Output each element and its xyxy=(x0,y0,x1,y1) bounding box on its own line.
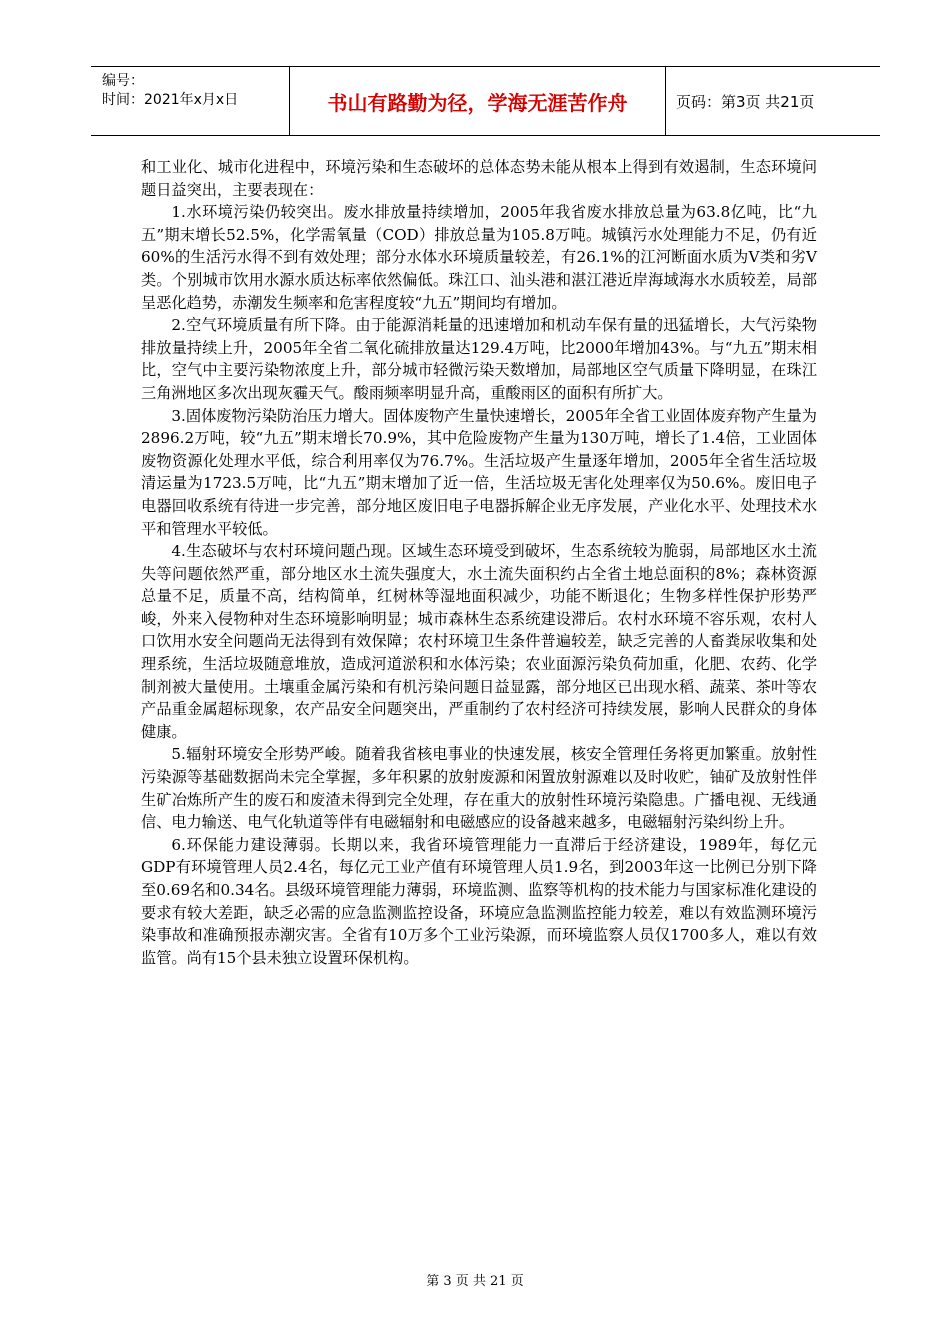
date-label: 时间：2021年x月x日 xyxy=(102,92,239,108)
body-paragraph-radiation: 5.辐射环境安全形势严峻。随着我省核电事业的快速发展，核安全管理任务将更加繁重。放射性污染源等基础数据尚未完全掌握，多年积累的放射废源和闲置放射源难以及时收贮，铀矿及放射性伴生矿冶炼所产生的废石和废渣未得到完全处理，存在重大的放射性环境污染隐患。广播电视、无线通信、电力输送、电气化轨道等伴有电磁辐射和电磁感应的设备越来越多，电磁辐射污染纠纷上升。 xyxy=(141,745,817,832)
body-paragraph-capacity: 6.环保能力建设薄弱。长期以来，我省环境管理能力一直滞后于经济建设，1989年，每亿元GDP有环境管理人员2.4名，每亿元工业产值有环境管理人员1.9名，到2003年这一比例已分别下降至0.69名和0.34名。县级环境管理能力薄弱，环境监测、监察等机构的技术能力与国家标准化建设的要求有较大差距，缺乏必需的应急监测监控设备，环境应急监测监控能力较差，难以有效监测环境污染事故和准确预报赤潮灾害。全省有10万多个工业污染源，而环境监察人员仅1700多人，难以有效监管。尚有15个县未独立设置环保机构。 xyxy=(141,835,817,967)
body-paragraph-water: 1.水环境污染仍较突出。废水排放量持续增加，2005年我省废水排放总量为63.8亿吨，比“九五”期末增长52.5%，化学需氧量（COD）排放总量为105.8万吨。城镇污水处理能力不足，仍有近60%的生活污水得不到有效处理；部分水体水环境质量较差，有26.1%的江河断面水质为Ⅴ类和劣Ⅴ类。个别城市饮用水源水质达标率依然偏低。珠江口、汕头港和湛江港近岸海域海水水质较差，局部呈恶化趋势，赤潮发生频率和危害程度较“九五”期间均有增加。 xyxy=(141,203,817,312)
page-header xyxy=(91,66,880,136)
header-page-info: 页码：第3页 共21页 xyxy=(676,92,815,111)
header-motto: 书山有路勤为径，学海无涯苦作舟 xyxy=(290,67,666,135)
body-paragraph-air: 2.空气环境质量有所下降。由于能源消耗量的迅速增加和机动车保有量的迅猛增长，大气污染物排放量持续上升，2005年全省二氧化硫排放量达129.4万吨，比2000年增加43%。与“九五”期末相比，空气中主要污染物浓度上升，部分城市轻微污染天数增加，局部地区空气质量下降明显，在珠江三角洲地区多次出现灰霾天气。酸雨频率明显升高，重酸雨区的面积有所扩大。 xyxy=(141,316,817,402)
body-paragraph-intro: 和工业化、城市化进程中，环境污染和生态破坏的总体态势未能从根本上得到有效遏制，生态环境问题日益突出，主要表现在： xyxy=(141,158,817,199)
serial-number-label: 编号： xyxy=(102,73,144,89)
page-footer: 第 3 页 共 21 页 xyxy=(426,1274,524,1289)
body-paragraph-solid-waste: 3.固体废物污染防治压力增大。固体废物产生量快速增长，2005年全省工业固体废弃物产生量为2896.2万吨，较“九五”期末增长70.9%，其中危险废物产生量为130万吨，增长了1.4倍，工业固体废物资源化处理水平低，综合利用率仅为76.7%。生活垃圾产生量逐年增加，2005年全省生活垃圾清运量为1723.5万吨，比“九五”期末增加了近一倍，生活垃圾无害化处理率仅为50.6%。废旧电子电器回收系统有待进一步完善，部分地区废旧电子电器拆解企业无序发展，产业化水平、处理技术水平和管理水平较低。 xyxy=(141,406,817,538)
header-meta-cell xyxy=(91,67,290,135)
body-paragraph-ecology: 4.生态破坏与农村环境问题凸现。区域生态环境受到破坏，生态系统较为脆弱，局部地区水土流失等问题依然严重，部分地区水土流失强度大，水土流失面积约占全省土地总面积的8%；森林资源总量不足，质量不高，结构简单，红树林等湿地面积减少，功能不断退化；生物多样性保护形势严峻，外来入侵物种对生态环境影响明显；城市森林生态系统建设滞后。农村水环境不容乐观，农村人口饮用水安全问题尚无法得到有效保障；农村环境卫生条件普遍较差，缺乏完善的人畜粪尿收集和处理系统，生活垃圾随意堆放，造成河道淤积和水体污染；农业面源污染负荷加重，化肥、农药、化学制剂被大量使用。土壤重金属污染和有机污染问题日益显露，部分地区已出现水稻、蔬菜、茶叶等农产品重金属超标现象，农产品安全问题突出，严重制约了农村经济可持续发展，影响人民群众的身体健康。 xyxy=(141,542,817,741)
document-body xyxy=(141,156,817,969)
